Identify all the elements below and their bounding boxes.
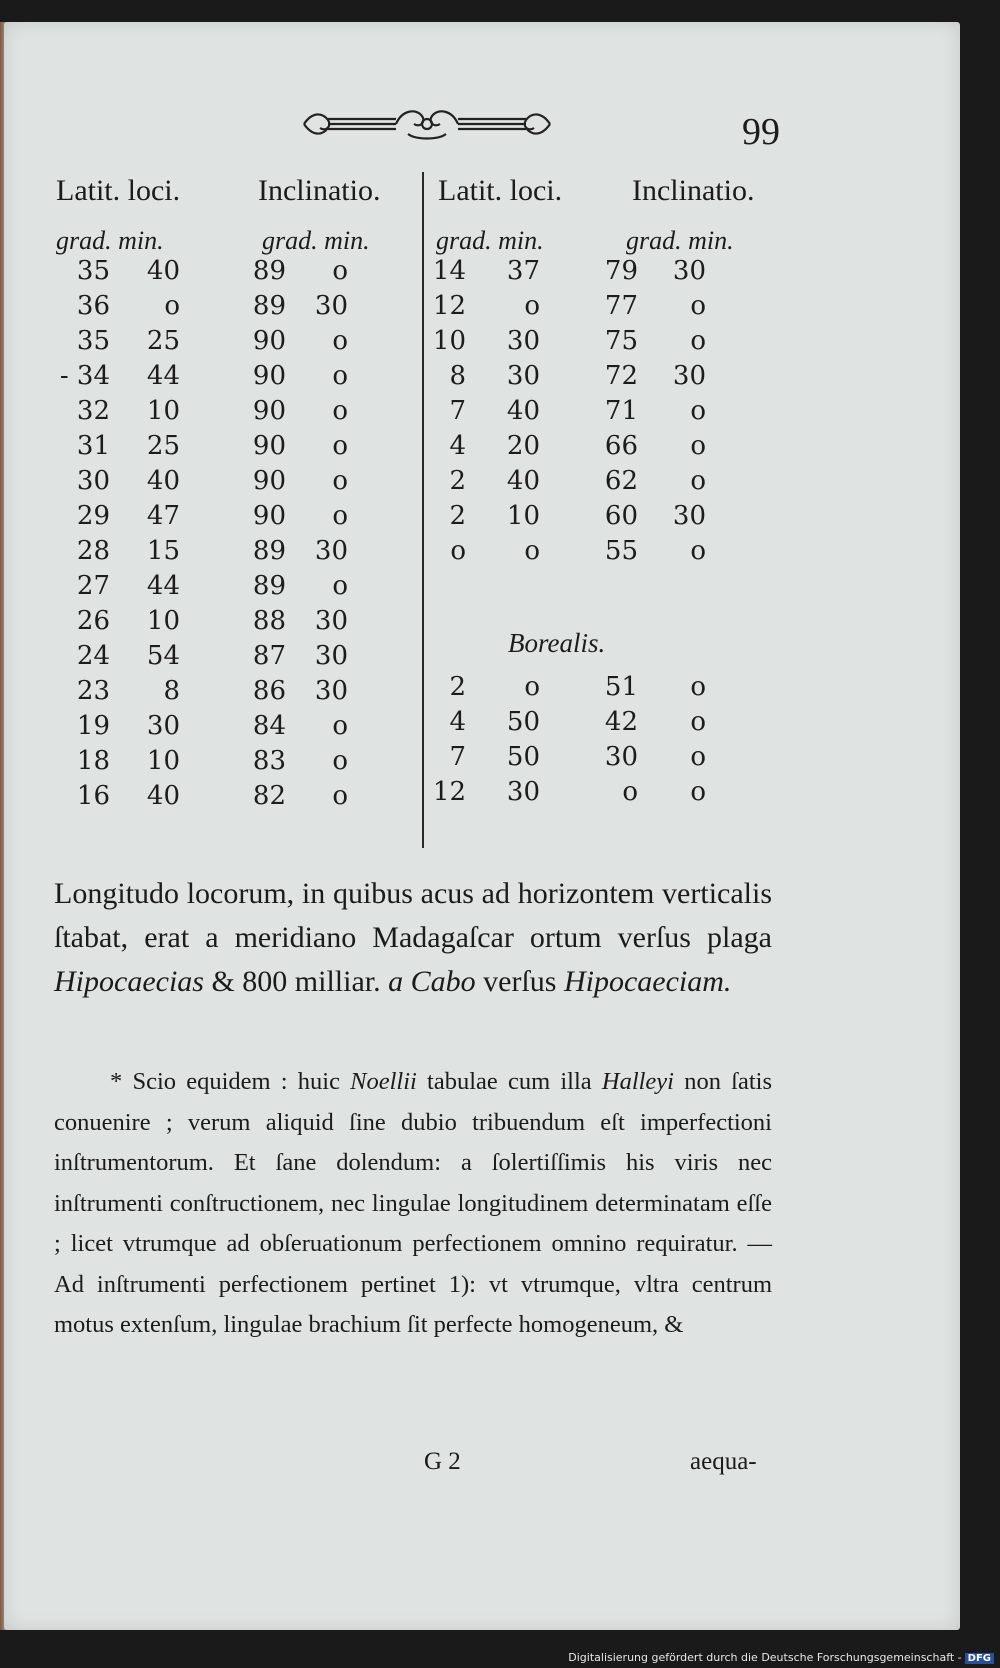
left-row-lat-min: 8 xyxy=(163,676,180,706)
subheader-latitude-left: grad. min. xyxy=(56,226,164,255)
right-row-incl-grad: 77 xyxy=(604,291,638,321)
left-row-lat-grad: 35 xyxy=(76,256,110,286)
right-row-lat-grad: 10 xyxy=(432,326,466,356)
right-row-lat-grad: 14 xyxy=(432,256,466,286)
borealis-row-incl-grad: 51 xyxy=(604,672,638,702)
left-row-incl-min: o xyxy=(332,466,348,496)
left-row-lat-grad: 31 xyxy=(76,431,110,461)
left-row-incl-grad: 89 xyxy=(252,536,286,566)
left-row-lat-grad: 30 xyxy=(76,466,110,496)
right-row-lat-min: 20 xyxy=(506,431,540,461)
right-row-incl-grad: 55 xyxy=(604,536,638,566)
left-row-lat-grad: 32 xyxy=(76,396,110,426)
left-row-incl-min: 30 xyxy=(314,641,348,671)
left-row-incl-min: o xyxy=(332,711,348,741)
right-row-incl-min: o xyxy=(690,431,706,461)
left-row-incl-min: o xyxy=(332,326,348,356)
right-row-lat-min: o xyxy=(524,536,540,566)
left-row-lat-min: o xyxy=(164,291,180,321)
borealis-row-incl-min: o xyxy=(690,777,706,807)
right-row-incl-grad: 71 xyxy=(604,396,638,426)
left-row-lat-grad: 24 xyxy=(76,641,110,671)
right-row-lat-grad: 12 xyxy=(432,291,466,321)
left-row-lat-min: 40 xyxy=(146,256,180,286)
left-row-lat-grad: 27 xyxy=(76,571,110,601)
left-row-lat-min: 40 xyxy=(146,466,180,496)
left-row-incl-grad: 90 xyxy=(252,501,286,531)
borealis-row-lat-min: 50 xyxy=(506,707,540,737)
left-row-lat-min: 10 xyxy=(146,606,180,636)
left-row-lat-min: 10 xyxy=(146,396,180,426)
left-row-lat-min: 25 xyxy=(146,326,180,356)
right-row-incl-grad: 60 xyxy=(604,501,638,531)
left-row-incl-grad: 84 xyxy=(252,711,286,741)
right-row-lat-min: o xyxy=(524,291,540,321)
left-row-incl-min: o xyxy=(332,431,348,461)
left-row-incl-min: 30 xyxy=(314,676,348,706)
right-row-incl-min: o xyxy=(690,326,706,356)
left-row-lat-grad: 23 xyxy=(76,676,110,706)
right-row-lat-min: 37 xyxy=(506,256,540,286)
borealis-row-incl-grad: o xyxy=(622,777,638,807)
right-row-incl-min: 30 xyxy=(672,501,706,531)
right-row-incl-grad: 79 xyxy=(604,256,638,286)
left-row-lat-min: 15 xyxy=(146,536,180,566)
right-row-incl-min: o xyxy=(690,536,706,566)
left-row-lat-min: 40 xyxy=(146,781,180,811)
right-row-lat-grad: 2 xyxy=(449,501,466,531)
right-row-incl-min: o xyxy=(690,466,706,496)
right-row-incl-min: o xyxy=(690,291,706,321)
subheader-inclination-right: grad. min. xyxy=(626,226,734,255)
left-row-lat-grad: 29 xyxy=(76,501,110,531)
borealis-row-incl-grad: 30 xyxy=(604,742,638,772)
right-row-lat-min: 40 xyxy=(506,466,540,496)
left-row-incl-grad: 89 xyxy=(252,256,286,286)
left-row-incl-min: o xyxy=(332,781,348,811)
borealis-row-lat-grad: 12 xyxy=(432,777,466,807)
header-inclination-right: Inclinatio. xyxy=(632,174,755,207)
left-row-incl-grad: 82 xyxy=(252,781,286,811)
right-row-incl-min: 30 xyxy=(672,361,706,391)
left-row-lat-grad: 19 xyxy=(76,711,110,741)
left-row-lat-min: 25 xyxy=(146,431,180,461)
header-ornament xyxy=(298,104,556,144)
left-row-incl-grad: 83 xyxy=(252,746,286,776)
borealis-row-lat-min: o xyxy=(524,672,540,702)
right-row-lat-grad: o xyxy=(450,536,466,566)
left-row-incl-min: o xyxy=(332,361,348,391)
main-paragraph: Longitudo locorum, in quibus acus ad horizontem verticalis ſtabat, erat a meridiano Madagaſcar ortum verſus plaga Hipocaecias & 800 milliar. a Cabo verſus Hipocaeciam. xyxy=(54,877,772,998)
left-row-lat-min: 47 xyxy=(146,501,180,531)
left-row-lat-grad: 26 xyxy=(76,606,110,636)
right-row-incl-min: o xyxy=(690,396,706,426)
right-row-incl-grad: 72 xyxy=(604,361,638,391)
left-row-incl-min: o xyxy=(332,571,348,601)
left-row-incl-grad: 89 xyxy=(252,291,286,321)
header-latitude-right: Latit. loci. xyxy=(438,174,563,207)
right-row-incl-min: 30 xyxy=(672,256,706,286)
left-row-incl-min: 30 xyxy=(314,536,348,566)
borealis-row-incl-min: o xyxy=(690,672,706,702)
left-row-incl-min: o xyxy=(332,501,348,531)
footnote: * Scio equidem : huic Noellii tabulae cum illa Halleyi non ſatis conuenire ; verum aliquid ſine dubio tribuendum eſt imperfectioni inſtrumentorum. Et ſane dolendum: a ſolertiſſimis his viris nec inſtrumenti conſtructionem, nec lingulae longitudinem determinatam eſſe ; licet vtrumque ad obſeruationum perfectionem omnino requiratur. — Ad inſtrumenti perfectionem pertinet 1): vt vtrumque, vltra centrum motus extenſum, lingulae brachium ſit perfecte homogeneum, & xyxy=(54,1068,772,1338)
right-row-incl-grad: 66 xyxy=(604,431,638,461)
left-row-lat-min: 54 xyxy=(146,641,180,671)
left-row-lat-grad: 35 xyxy=(76,326,110,356)
borealis-label: Borealis. xyxy=(508,628,606,658)
borealis-row-incl-grad: 42 xyxy=(604,707,638,737)
subheader-latitude-right: grad. min. xyxy=(436,226,544,255)
left-row-lat-grad: 36 xyxy=(76,291,110,321)
digitization-footer xyxy=(568,1651,994,1664)
page-number: 99 xyxy=(742,111,780,153)
footer-text: Digitalisierung gefördert durch die Deutsche Forschungsgemeinschaft - xyxy=(568,1651,962,1664)
right-row-lat-grad: 4 xyxy=(449,431,466,461)
dfg-logo: DFG xyxy=(965,1653,994,1664)
right-row-lat-grad: 7 xyxy=(449,396,466,426)
left-row-lat-grad: 18 xyxy=(76,746,110,776)
left-row-incl-grad: 90 xyxy=(252,361,286,391)
right-row-lat-min: 40 xyxy=(506,396,540,426)
subheader-inclination-left: grad. min. xyxy=(262,226,370,255)
left-row-incl-grad: 89 xyxy=(252,571,286,601)
left-row-lat-grad: 16 xyxy=(76,781,110,811)
borealis-row-lat-min: 30 xyxy=(506,777,540,807)
borealis-row-lat-min: 50 xyxy=(506,742,540,772)
left-row-incl-grad: 90 xyxy=(252,466,286,496)
right-row-lat-grad: 2 xyxy=(449,466,466,496)
left-row-incl-grad: 88 xyxy=(252,606,286,636)
left-row-incl-min: 30 xyxy=(314,606,348,636)
left-row-incl-grad: 86 xyxy=(252,676,286,706)
header-latitude-left: Latit. loci. xyxy=(56,174,181,207)
left-row-lat-grad: 28 xyxy=(76,536,110,566)
right-row-lat-grad: 8 xyxy=(449,361,466,391)
left-row-lat-min: 10 xyxy=(146,746,180,776)
borealis-row-incl-min: o xyxy=(690,707,706,737)
borealis-row-incl-min: o xyxy=(690,742,706,772)
left-row-lat-min: 44 xyxy=(146,361,180,391)
left-row-incl-grad: 90 xyxy=(252,396,286,426)
borealis-row-lat-grad: 2 xyxy=(449,672,466,702)
left-row-incl-min: o xyxy=(332,256,348,286)
borealis-row-lat-grad: 7 xyxy=(449,742,466,772)
header-inclination-left: Inclinatio. xyxy=(258,174,381,207)
left-row-lat-grad: - 34 xyxy=(59,361,110,391)
left-row-incl-min: 30 xyxy=(314,291,348,321)
signature-mark: G 2 xyxy=(424,1448,461,1475)
left-row-lat-min: 30 xyxy=(146,711,180,741)
borealis-row-lat-grad: 4 xyxy=(449,707,466,737)
left-row-incl-grad: 87 xyxy=(252,641,286,671)
right-row-lat-min: 30 xyxy=(506,361,540,391)
catchword: aequa- xyxy=(690,1448,757,1475)
right-row-incl-grad: 75 xyxy=(604,326,638,356)
right-row-lat-min: 10 xyxy=(506,501,540,531)
right-row-lat-min: 30 xyxy=(506,326,540,356)
left-row-incl-grad: 90 xyxy=(252,326,286,356)
left-row-incl-grad: 90 xyxy=(252,431,286,461)
left-row-incl-min: o xyxy=(332,396,348,426)
table-divider xyxy=(422,172,424,848)
right-row-incl-grad: 62 xyxy=(604,466,638,496)
left-row-incl-min: o xyxy=(332,746,348,776)
left-row-lat-min: 44 xyxy=(146,571,180,601)
